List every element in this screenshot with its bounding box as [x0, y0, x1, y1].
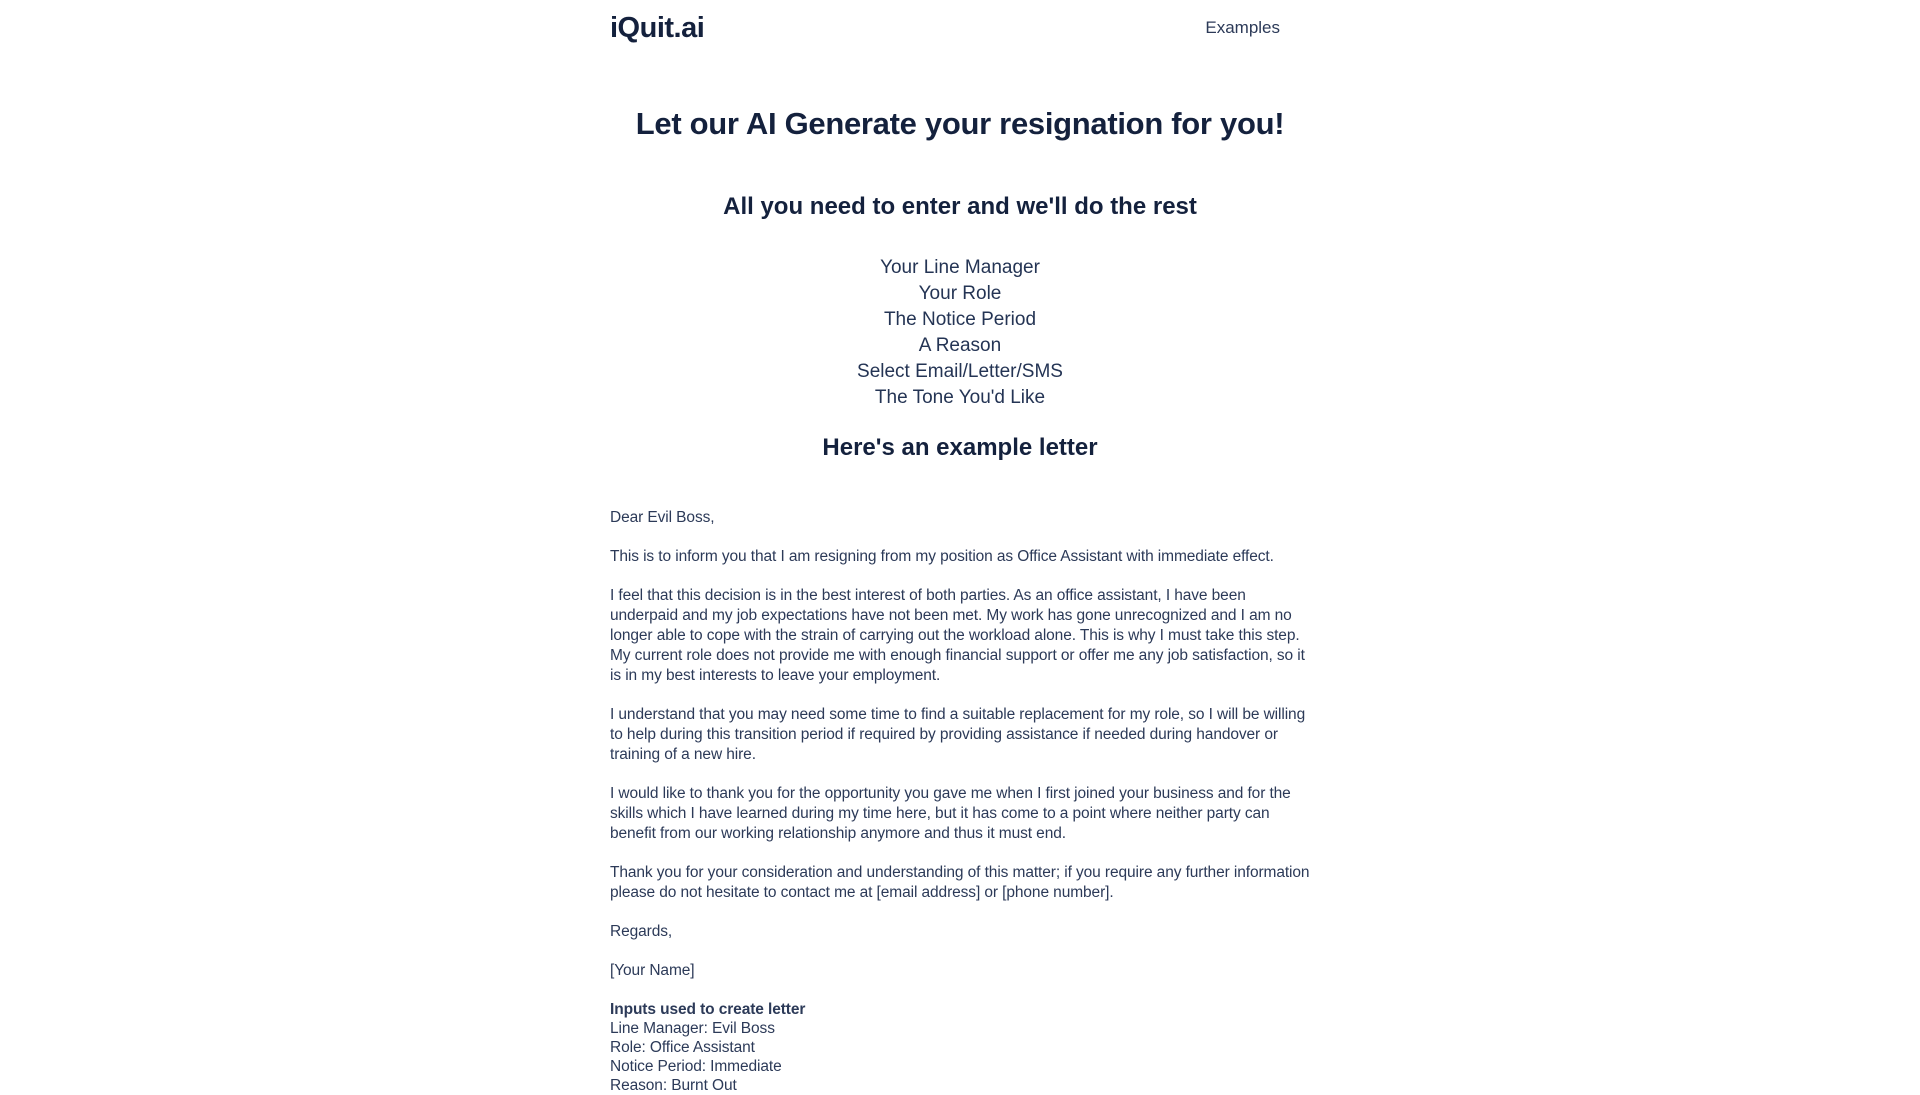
list-item-reason: A Reason	[918, 335, 1002, 356]
list-item-role: Your Role	[918, 283, 1002, 304]
page-title: Let our AI Generate your resignation for you!	[635, 106, 1285, 141]
nav-examples-link[interactable]: Examples	[1205, 18, 1280, 37]
list-item-tone: The Tone You'd Like	[874, 387, 1046, 408]
summary-notice-period: Notice Period: Immediate	[610, 1058, 782, 1075]
example-letter	[610, 508, 1310, 981]
site-header	[610, 0, 1310, 46]
subtitle: All you need to enter and we'll do the rest	[723, 193, 1197, 220]
example-letter-heading: Here's an example letter	[822, 434, 1098, 461]
letter-signoff: Regards,	[610, 923, 673, 940]
letter-paragraph: I understand that you may need some time to find a suitable replacement for my role, so I will be willing to help during this transition period if required by providing assistance if needed during handover or training of a new hire.	[610, 706, 1306, 763]
required-inputs-list	[610, 255, 1310, 411]
summary-reason: Reason: Burnt Out	[610, 1077, 737, 1094]
summary-role: Role: Office Assistant	[610, 1039, 755, 1056]
inputs-summary-heading: Inputs used to create letter	[610, 1001, 806, 1018]
page-container	[610, 0, 1310, 1095]
letter-paragraph: Thank you for your consideration and understanding of this matter; if you require any further information please do not hesitate to contact me at [email address] or [phone number].	[610, 864, 1310, 901]
list-item-notice-period: The Notice Period	[883, 309, 1037, 330]
inputs-summary	[610, 1000, 1310, 1095]
list-item-format: Select Email/Letter/SMS	[857, 361, 1063, 382]
letter-salutation: Dear Evil Boss,	[610, 509, 715, 526]
letter-paragraph: I would like to thank you for the opportunity you gave me when I first joined your business and for the skills which I have learned during my time here, but it has come to a point where neither party can benefit from our working relationship anymore and thus it must end.	[610, 785, 1291, 842]
list-item-line-manager: Your Line Manager	[880, 257, 1040, 278]
letter-paragraph: I feel that this decision is in the best interest of both parties. As an office assistant, I have been underpaid and my job expectations have not been met. My work has gone unrecognized and I am no longer able to cope with the strain of carrying out the workload alone. This is why I must take this step. My current role does not provide me with enough financial support or offer me any job satisfaction, so it is in my best interests to leave your employment.	[610, 587, 1305, 684]
summary-line-manager: Line Manager: Evil Boss	[610, 1020, 775, 1037]
letter-signature: [Your Name]	[610, 962, 695, 979]
letter-paragraph: This is to inform you that I am resigning from my position as Office Assistant with immediate effect.	[610, 548, 1274, 565]
site-logo[interactable]: iQuit.ai	[610, 12, 705, 44]
